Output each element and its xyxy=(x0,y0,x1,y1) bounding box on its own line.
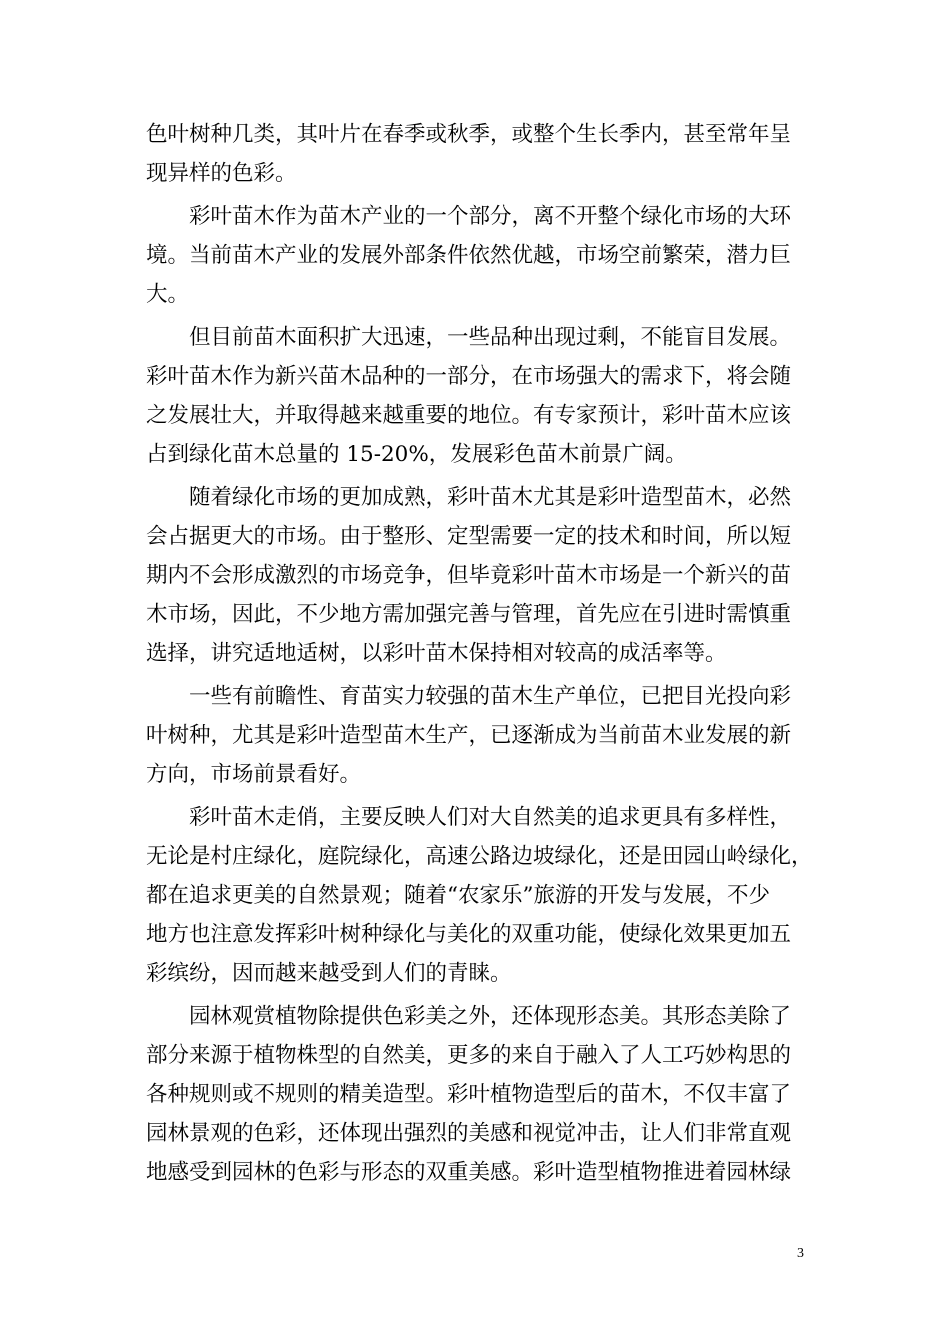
text-line: 选择，讲究适地适树，以彩叶苗木保持相对较高的成活率等。 xyxy=(146,641,727,666)
text-line: 之发展壮大，并取得越来越重要的地位。有专家预计，彩叶苗木应该 xyxy=(146,403,792,428)
text-line: 彩缤纷，因而越来越受到人们的青睐。 xyxy=(146,961,512,986)
text-line: 各种规则或不规则的精美造型。彩叶植物造型后的苗木，不仅丰富了 xyxy=(146,1082,792,1107)
text-line: 地方也注意发挥彩叶树种绿化与美化的双重功能，使绿化效果更加五 xyxy=(146,922,792,947)
paragraph-first-line: 随着绿化市场的更加成熟，彩叶苗木尤其是彩叶造型苗木，必然 xyxy=(189,485,792,510)
text-line: 彩叶苗木作为新兴苗木品种的一部分，在市场强大的需求下，将会随 xyxy=(146,364,792,389)
text-line: 现异样的色彩。 xyxy=(146,161,297,186)
text-line: 色叶树种几类，其叶片在春季或秋季，或整个生长季内，甚至常年呈 xyxy=(146,122,792,147)
text-line: 期内不会形成激烈的市场竞争，但毕竟彩叶苗木市场是一个新兴的苗 xyxy=(146,563,792,588)
text-line: 会占据更大的市场。由于整形、定型需要一定的技术和时间，所以短 xyxy=(146,524,792,549)
paragraph-first-line: 一些有前瞻性、育苗实力较强的苗木生产单位，已把目光投向彩 xyxy=(189,684,792,709)
text-line: 方向，市场前景看好。 xyxy=(146,762,362,787)
text-line: 境。当前苗木产业的发展外部条件依然优越，市场空前繁荣，潜力巨 xyxy=(146,243,792,268)
text-line: 大。 xyxy=(146,282,190,307)
paragraph-first-line: 彩叶苗木走俏，主要反映人们对大自然美的追求更具有多样性， xyxy=(189,805,792,830)
text-line: 园林景观的色彩，还体现出强烈的美感和视觉冲击，让人们非常直观 xyxy=(146,1121,792,1146)
paragraph-first-line: 但目前苗木面积扩大迅速，一些品种出现过剩，不能盲目发展。 xyxy=(189,325,792,350)
paragraph-first-line: 彩叶苗木作为苗木产业的一个部分，离不开整个绿化市场的大环 xyxy=(189,204,792,229)
page-number: 3 xyxy=(797,1246,804,1261)
text-line: 占到绿化苗木总量的 15-20%，发展彩色苗木前景广阔。 xyxy=(146,442,687,467)
text-line: 无论是村庄绿化，庭院绿化，高速公路边坡绿化，还是田园山岭绿化， xyxy=(146,844,813,869)
text-line: 叶树种，尤其是彩叶造型苗木生产，已逐渐成为当前苗木业发展的新 xyxy=(146,723,792,748)
text-line: 都在追求更美的自然景观；随着“农家乐”旅游的开发与发展，不少 xyxy=(146,883,770,908)
text-line: 木市场，因此，不少地方需加强完善与管理，首先应在引进时需慎重 xyxy=(146,602,792,627)
text-line: 部分来源于植物株型的自然美，更多的来自于融入了人工巧妙构思的 xyxy=(146,1043,792,1068)
paragraph-first-line: 园林观赏植物除提供色彩美之外，还体现形态美。其形态美除了 xyxy=(189,1004,792,1029)
text-line: 地感受到园林的色彩与形态的双重美感。彩叶造型植物推进着园林绿 xyxy=(146,1160,792,1185)
